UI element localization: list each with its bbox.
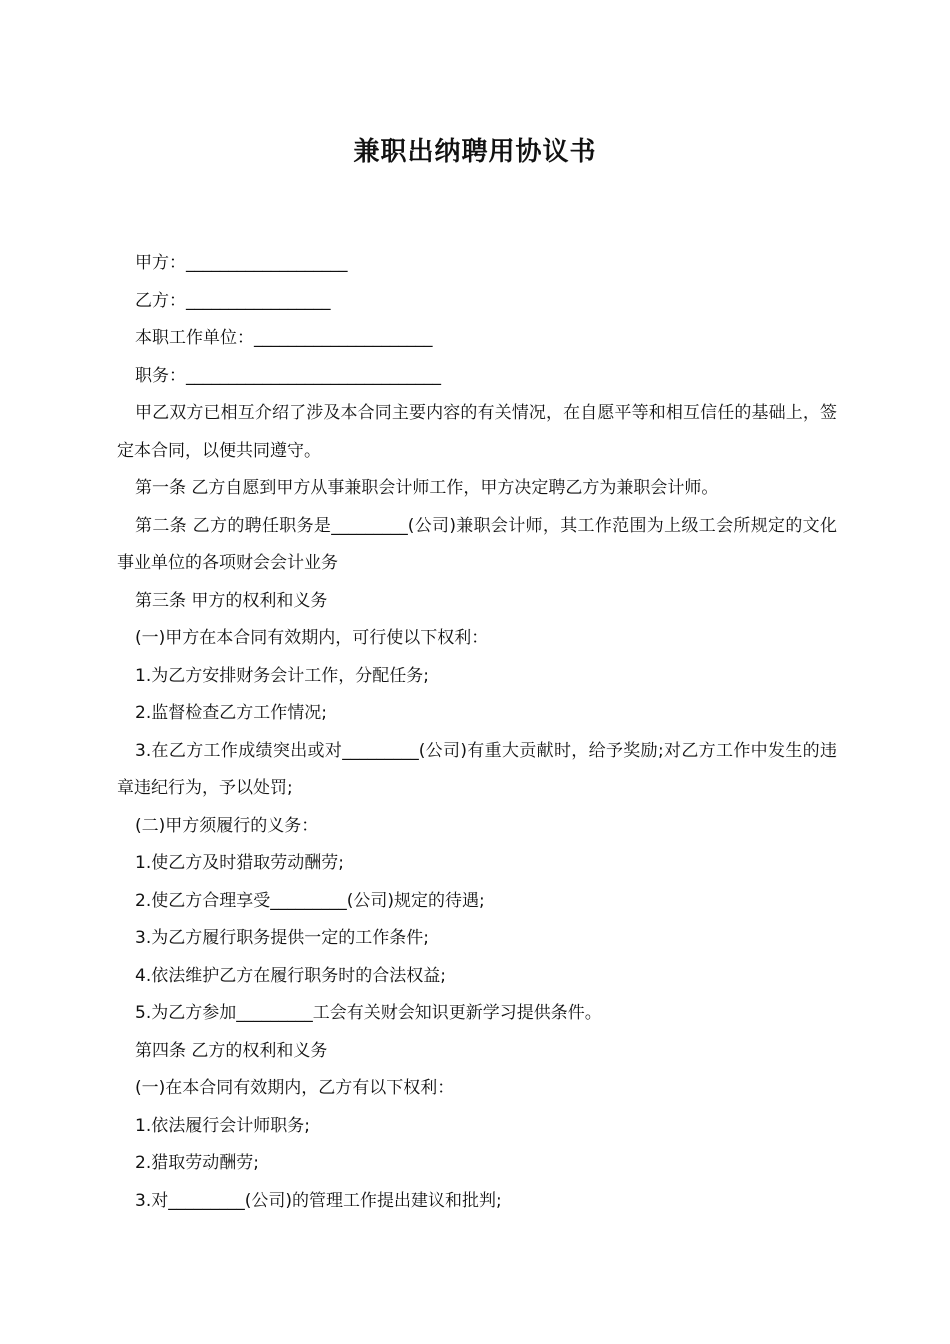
article-3-section-1: (一)甲方在本合同有效期内，可行使以下权利： bbox=[135, 628, 489, 648]
employer-unit-field: 本职工作单位：_____________________ bbox=[135, 328, 433, 348]
list-item: 1.使乙方及时猎取劳动酬劳; bbox=[135, 853, 344, 873]
list-item: 2.监督检查乙方工作情况; bbox=[135, 703, 327, 723]
list-item: 3.为乙方履行职务提供一定的工作条件; bbox=[135, 928, 429, 948]
article-4-section-1: (一)在本合同有效期内，乙方有以下权利： bbox=[135, 1078, 455, 1098]
list-item: 5.为乙方参加_________工会有关财会知识更新学习提供条件。 bbox=[135, 1003, 602, 1023]
article-2: 第二条 乙方的聘任职务是_________(公司)兼职会计师，其工作范围为上级工会所规定的文化事业单位的各项财会会计业务 bbox=[117, 515, 837, 573]
list-item: 1.为乙方安排财务会计工作，分配任务; bbox=[135, 665, 429, 686]
article-3-section-2: (二)甲方须履行的义务： bbox=[135, 815, 319, 836]
party-a-field: 甲方：___________________ bbox=[135, 253, 348, 273]
article-4-heading: 第四条 乙方的权利和义务 bbox=[135, 1040, 328, 1061]
position-field: 职务：______________________________ bbox=[135, 365, 441, 386]
list-item: 3.对_________(公司)的管理工作提出建议和批判; bbox=[135, 1190, 502, 1211]
list-item: 2.猎取劳动酬劳; bbox=[135, 1153, 259, 1173]
list-item: 2.使乙方合理享受_________(公司)规定的待遇; bbox=[135, 890, 485, 911]
document-title: 兼职出纳聘用协议书 bbox=[353, 137, 597, 167]
list-item: 1.依法履行会计师职务; bbox=[135, 1115, 310, 1136]
article-3-heading: 第三条 甲方的权利和义务 bbox=[135, 590, 328, 611]
list-item: 3.在乙方工作成绩突出或对_________(公司)有重大贡献时，给予奖励;对乙方工作中发生的违章违纪行为，予以处罚; bbox=[117, 740, 837, 798]
list-item: 4.依法维护乙方在履行职务时的合法权益; bbox=[135, 965, 446, 986]
party-b-field: 乙方：_________________ bbox=[135, 290, 331, 311]
article-1: 第一条 乙方自愿到甲方从事兼职会计师工作，甲方决定聘乙方为兼职会计师。 bbox=[135, 478, 719, 498]
preamble-paragraph: 甲乙双方已相互介绍了涉及本合同主要内容的有关情况，在自愿平等和相互信任的基础上，签定本合同，以便共同遵守。 bbox=[117, 403, 837, 461]
document-body bbox=[117, 245, 837, 1220]
